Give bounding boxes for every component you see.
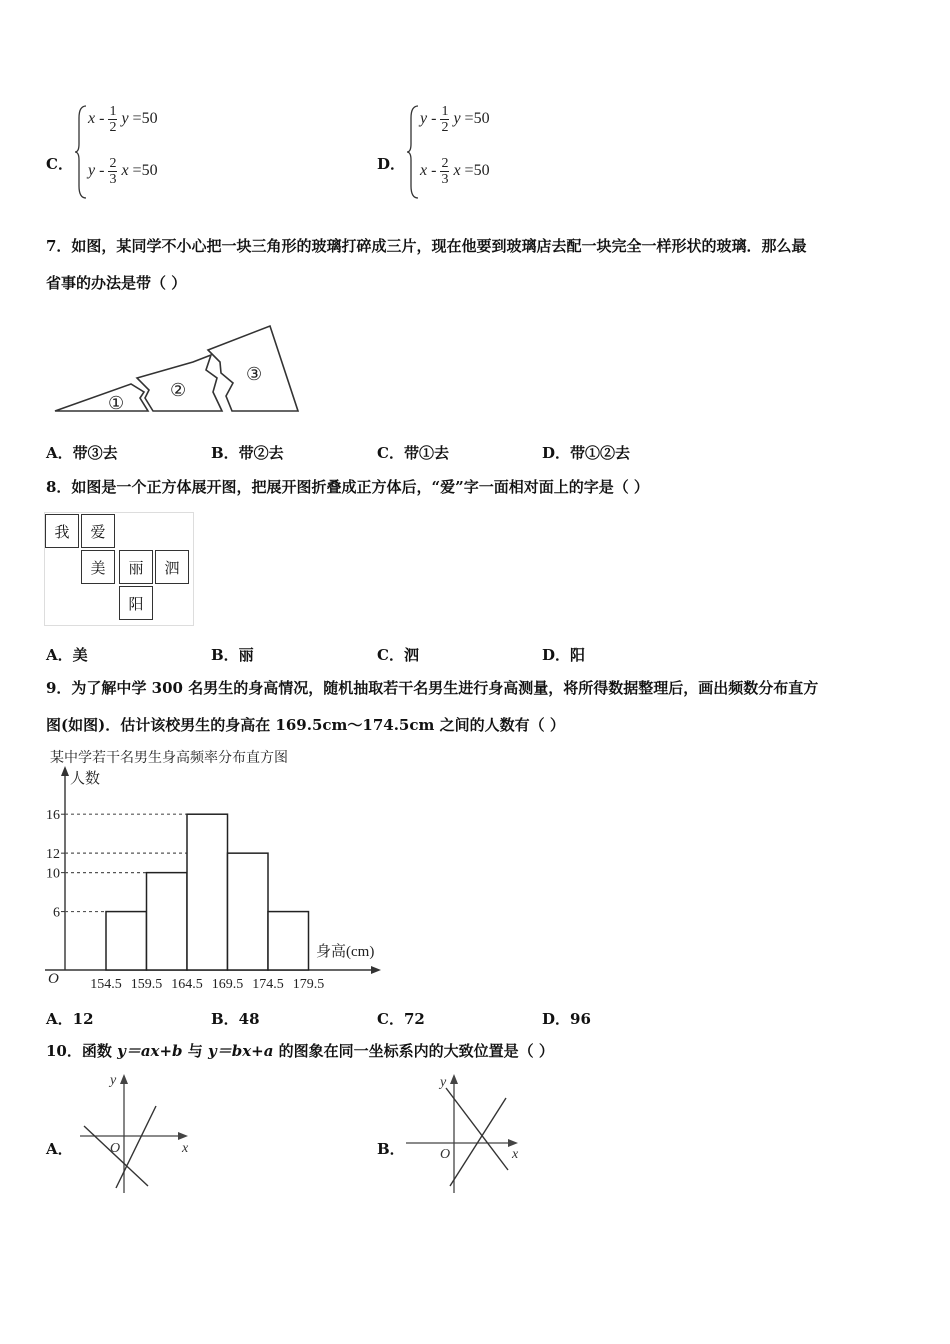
glass-label-3: ③ (246, 364, 263, 384)
glass-label-2: ② (170, 380, 187, 400)
q10-text: 10．函数 y＝ax+b 与 y＝bx+a 的图象在同一坐标系内的大致位置是（ ） (46, 1042, 554, 1060)
q6-option-c-label: C． (46, 155, 73, 173)
q7-option-c: C．带①去 (377, 444, 449, 462)
q7-text-line1: 7．如图，某同学不小心把一块三角形的玻璃打碎成三片，现在他要到玻璃店去配一块完全一样形状的玻璃．那么最 (46, 237, 807, 255)
cube-face-ai: 爱 (81, 514, 115, 548)
histogram-bar (228, 853, 269, 970)
q10-graph-a (72, 1068, 196, 1198)
cube-face-mei: 美 (81, 550, 115, 584)
graph-a-y-label: y (110, 1073, 117, 1088)
q10-graph-b (402, 1068, 526, 1198)
q8-text: 8．如图是一个正方体展开图，把展开图折叠成正方体后，“爱”字一面相对面上的字是（ ） (46, 478, 649, 496)
histogram-bar (268, 912, 309, 970)
graph-b-line-2 (450, 1098, 506, 1186)
q9-option-d: D．96 (542, 1010, 591, 1028)
q6-c-eq1: x - $\frac{1}{2}$ y =50 (88, 104, 158, 135)
cube-face-li: 丽 (119, 550, 153, 584)
q10-option-a-label: A． (46, 1140, 73, 1158)
q6-c-brace (74, 104, 88, 200)
y-tick-label: 6 (53, 905, 60, 921)
x-tick-label: 174.5 (252, 977, 284, 992)
glass-piece-1 (55, 384, 148, 411)
q6-d-eq2: x - $\frac{2}{3}$ x =50 (420, 156, 490, 187)
q8-option-c: C．泗 (377, 646, 419, 664)
q7-option-d: D．带①②去 (542, 444, 631, 462)
q6-option-d-label: D． (377, 155, 406, 173)
q9-histogram (40, 745, 400, 995)
x-tick-label: 169.5 (211, 977, 244, 992)
histogram-bar (147, 873, 188, 970)
graph-b-origin: O (440, 1147, 451, 1162)
q7-text-line2: 省事的办法是带（ ） (46, 274, 187, 292)
q8-option-b: B．丽 (211, 646, 254, 664)
q7-option-b: B．带②去 (211, 444, 284, 462)
y-axis-label: 人数 (70, 771, 101, 787)
cube-face-yang: 阳 (119, 586, 153, 620)
graph-a-x-label: x (182, 1141, 189, 1156)
y-tick-label: 12 (46, 847, 60, 863)
q9-text-line1: 9．为了解中学 300 名男生的身高情况，随机抽取若干名男生进行身高测量，将所得数据整理后，画出频数分布直方 (46, 679, 819, 697)
histogram-bar (187, 814, 228, 970)
q9-text-line2: 图(如图)．估计该校男生的身高在 169.5cm～174.5cm 之间的人数有（ ） (46, 716, 565, 734)
q8-option-d: D．阳 (542, 646, 586, 664)
x-tick-label: 159.5 (130, 977, 163, 992)
q6-c-eq2: y - $\frac{2}{3}$ x =50 (88, 156, 158, 187)
q9-option-b: B．48 (211, 1010, 260, 1028)
chart-title: 某中学若干名男生身高频率分布直方图 (50, 751, 288, 766)
cube-face-wo: 我 (45, 514, 79, 548)
x-tick-label: 164.5 (171, 977, 203, 992)
glass-label-1: ① (108, 393, 125, 413)
q6-d-brace (406, 104, 420, 200)
q9-option-a: A．12 (46, 1010, 94, 1028)
y-tick-label: 10 (46, 866, 60, 882)
q6-d-eq1: y - $\frac{1}{2}$ y =50 (420, 104, 490, 135)
x-axis-label: 身高(cm) (316, 944, 375, 960)
x-tick-label: 154.5 (90, 977, 122, 992)
graph-a-line-1 (84, 1126, 148, 1186)
q7-glass-figure (50, 320, 305, 416)
graph-b-x-label: x (512, 1147, 519, 1162)
graph-a-origin: O (110, 1141, 121, 1156)
graph-b-y-label: y (440, 1075, 447, 1090)
graph-b-line-1 (446, 1088, 508, 1170)
origin-label: O (48, 971, 59, 987)
histogram-bar (106, 912, 147, 970)
q10-option-b-label: B． (377, 1140, 405, 1158)
q7-option-a: A．带③去 (46, 444, 118, 462)
cube-face-si: 泗 (155, 550, 189, 584)
x-tick-label: 179.5 (292, 977, 325, 992)
y-tick-label: 16 (46, 808, 60, 824)
q9-option-c: C．72 (377, 1010, 425, 1028)
x-axis-arrow (371, 966, 381, 974)
y-axis-arrow (61, 766, 69, 776)
q8-cube-net (44, 512, 194, 626)
q8-option-a: A．美 (46, 646, 88, 664)
